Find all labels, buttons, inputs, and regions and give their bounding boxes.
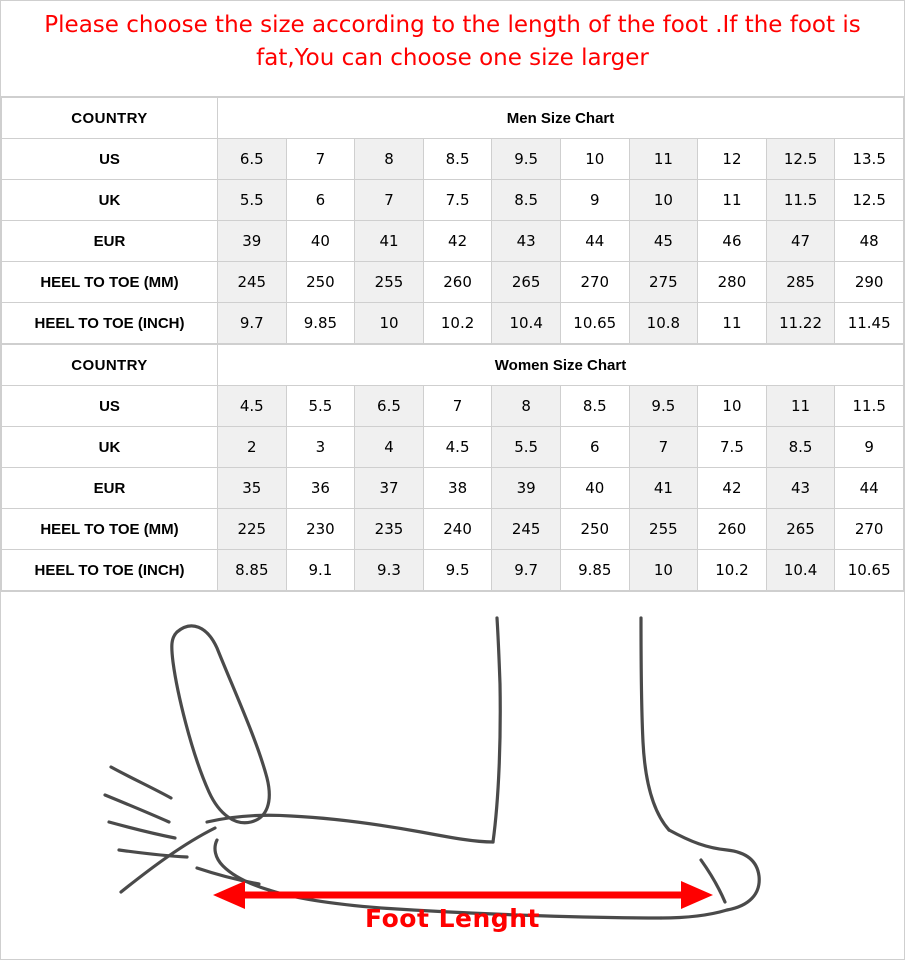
table-cell: 10 xyxy=(629,550,698,591)
table-cell: 285 xyxy=(766,262,835,303)
table-cell: 10.8 xyxy=(629,303,698,344)
foot-length-caption: Foot Lenght xyxy=(365,904,540,933)
table-cell: 6.5 xyxy=(355,386,424,427)
table-row xyxy=(2,262,904,303)
table-cell: 11 xyxy=(698,180,767,221)
table-cell: 42 xyxy=(423,221,492,262)
table-cell: 40 xyxy=(286,221,355,262)
table-cell: 10 xyxy=(698,386,767,427)
table-cell: 10.65 xyxy=(835,550,904,591)
table-cell: 8.5 xyxy=(423,139,492,180)
table-cell: 8 xyxy=(355,139,424,180)
row-label: EUR xyxy=(2,468,218,509)
table-cell: 9.3 xyxy=(355,550,424,591)
foot-outline-icon xyxy=(1,592,904,942)
table-cell: 9 xyxy=(560,180,629,221)
table-cell: 5.5 xyxy=(218,180,287,221)
row-label: US xyxy=(2,386,218,427)
table-cell: 6 xyxy=(560,427,629,468)
table-row xyxy=(2,221,904,262)
table-cell: 10 xyxy=(629,180,698,221)
table-cell: 270 xyxy=(835,509,904,550)
table-cell: 36 xyxy=(286,468,355,509)
table-cell: 245 xyxy=(218,262,287,303)
table-cell: 7 xyxy=(423,386,492,427)
table-cell: 235 xyxy=(355,509,424,550)
table-cell: 10.65 xyxy=(560,303,629,344)
table-cell: 250 xyxy=(286,262,355,303)
table-cell: 250 xyxy=(560,509,629,550)
table-cell: 42 xyxy=(698,468,767,509)
row-label: HEEL TO TOE (MM) xyxy=(2,509,218,550)
row-label: HEEL TO TOE (MM) xyxy=(2,262,218,303)
notice-text: Please choose the size according to the length of the foot .If the foot is fat,You can choose one size larger xyxy=(1,1,904,97)
table-cell: 35 xyxy=(218,468,287,509)
table-cell: 3 xyxy=(286,427,355,468)
row-label: EUR xyxy=(2,221,218,262)
table-cell: 10.4 xyxy=(492,303,561,344)
table-cell: 4.5 xyxy=(423,427,492,468)
table-row xyxy=(2,303,904,344)
table-cell: 45 xyxy=(629,221,698,262)
table-cell: 5.5 xyxy=(286,386,355,427)
table-row xyxy=(2,509,904,550)
men-header-row xyxy=(2,98,904,139)
men-table-body xyxy=(2,98,904,344)
table-cell: 46 xyxy=(698,221,767,262)
table-cell: 12.5 xyxy=(766,139,835,180)
table-cell: 280 xyxy=(698,262,767,303)
table-cell: 37 xyxy=(355,468,424,509)
table-cell: 9.5 xyxy=(629,386,698,427)
table-cell: 11.5 xyxy=(835,386,904,427)
women-header-row xyxy=(2,345,904,386)
table-cell: 47 xyxy=(766,221,835,262)
table-row xyxy=(2,468,904,509)
table-cell: 240 xyxy=(423,509,492,550)
table-cell: 9.1 xyxy=(286,550,355,591)
table-cell: 9.5 xyxy=(492,139,561,180)
table-cell: 48 xyxy=(835,221,904,262)
table-cell: 255 xyxy=(355,262,424,303)
table-cell: 9 xyxy=(835,427,904,468)
table-cell: 8.5 xyxy=(766,427,835,468)
women-country-label: COUNTRY xyxy=(2,345,218,386)
table-row xyxy=(2,386,904,427)
men-chart-title: Men Size Chart xyxy=(218,98,904,139)
table-cell: 41 xyxy=(355,221,424,262)
table-cell: 11.22 xyxy=(766,303,835,344)
table-cell: 270 xyxy=(560,262,629,303)
table-cell: 12.5 xyxy=(835,180,904,221)
men-country-label: COUNTRY xyxy=(2,98,218,139)
table-cell: 230 xyxy=(286,509,355,550)
women-table-body xyxy=(2,345,904,591)
table-cell: 9.7 xyxy=(218,303,287,344)
table-cell: 8 xyxy=(492,386,561,427)
table-cell: 8.5 xyxy=(560,386,629,427)
table-cell: 10.2 xyxy=(698,550,767,591)
row-label: UK xyxy=(2,427,218,468)
table-row xyxy=(2,139,904,180)
table-cell: 275 xyxy=(629,262,698,303)
table-cell: 8.85 xyxy=(218,550,287,591)
row-label: US xyxy=(2,139,218,180)
table-cell: 4 xyxy=(355,427,424,468)
table-cell: 7 xyxy=(286,139,355,180)
table-cell: 38 xyxy=(423,468,492,509)
table-cell: 7 xyxy=(629,427,698,468)
table-cell: 11.45 xyxy=(835,303,904,344)
table-cell: 39 xyxy=(218,221,287,262)
table-cell: 11.5 xyxy=(766,180,835,221)
table-row xyxy=(2,550,904,591)
table-cell: 260 xyxy=(698,509,767,550)
table-cell: 39 xyxy=(492,468,561,509)
table-cell: 265 xyxy=(766,509,835,550)
table-cell: 7.5 xyxy=(698,427,767,468)
table-cell: 9.5 xyxy=(423,550,492,591)
table-cell: 44 xyxy=(835,468,904,509)
table-cell: 290 xyxy=(835,262,904,303)
table-cell: 43 xyxy=(492,221,561,262)
table-cell: 245 xyxy=(492,509,561,550)
table-cell: 13.5 xyxy=(835,139,904,180)
table-cell: 255 xyxy=(629,509,698,550)
table-cell: 10 xyxy=(560,139,629,180)
table-cell: 11 xyxy=(629,139,698,180)
row-label: UK xyxy=(2,180,218,221)
table-cell: 7.5 xyxy=(423,180,492,221)
foot-measurement-figure xyxy=(1,591,904,945)
table-row xyxy=(2,427,904,468)
women-chart-title: Women Size Chart xyxy=(218,345,904,386)
women-size-table xyxy=(1,344,904,591)
table-cell: 4.5 xyxy=(218,386,287,427)
table-cell: 43 xyxy=(766,468,835,509)
table-cell: 225 xyxy=(218,509,287,550)
men-size-table xyxy=(1,97,904,344)
row-label: HEEL TO TOE (INCH) xyxy=(2,550,218,591)
table-cell: 5.5 xyxy=(492,427,561,468)
table-cell: 11 xyxy=(698,303,767,344)
table-cell: 9.7 xyxy=(492,550,561,591)
table-cell: 260 xyxy=(423,262,492,303)
table-cell: 2 xyxy=(218,427,287,468)
table-cell: 10 xyxy=(355,303,424,344)
table-cell: 40 xyxy=(560,468,629,509)
table-cell: 265 xyxy=(492,262,561,303)
table-cell: 9.85 xyxy=(286,303,355,344)
table-cell: 44 xyxy=(560,221,629,262)
table-cell: 11 xyxy=(766,386,835,427)
table-row xyxy=(2,180,904,221)
table-cell: 10.4 xyxy=(766,550,835,591)
table-cell: 10.2 xyxy=(423,303,492,344)
table-cell: 41 xyxy=(629,468,698,509)
table-cell: 6 xyxy=(286,180,355,221)
table-cell: 12 xyxy=(698,139,767,180)
table-cell: 8.5 xyxy=(492,180,561,221)
table-cell: 9.85 xyxy=(560,550,629,591)
table-cell: 7 xyxy=(355,180,424,221)
table-cell: 6.5 xyxy=(218,139,287,180)
row-label: HEEL TO TOE (INCH) xyxy=(2,303,218,344)
